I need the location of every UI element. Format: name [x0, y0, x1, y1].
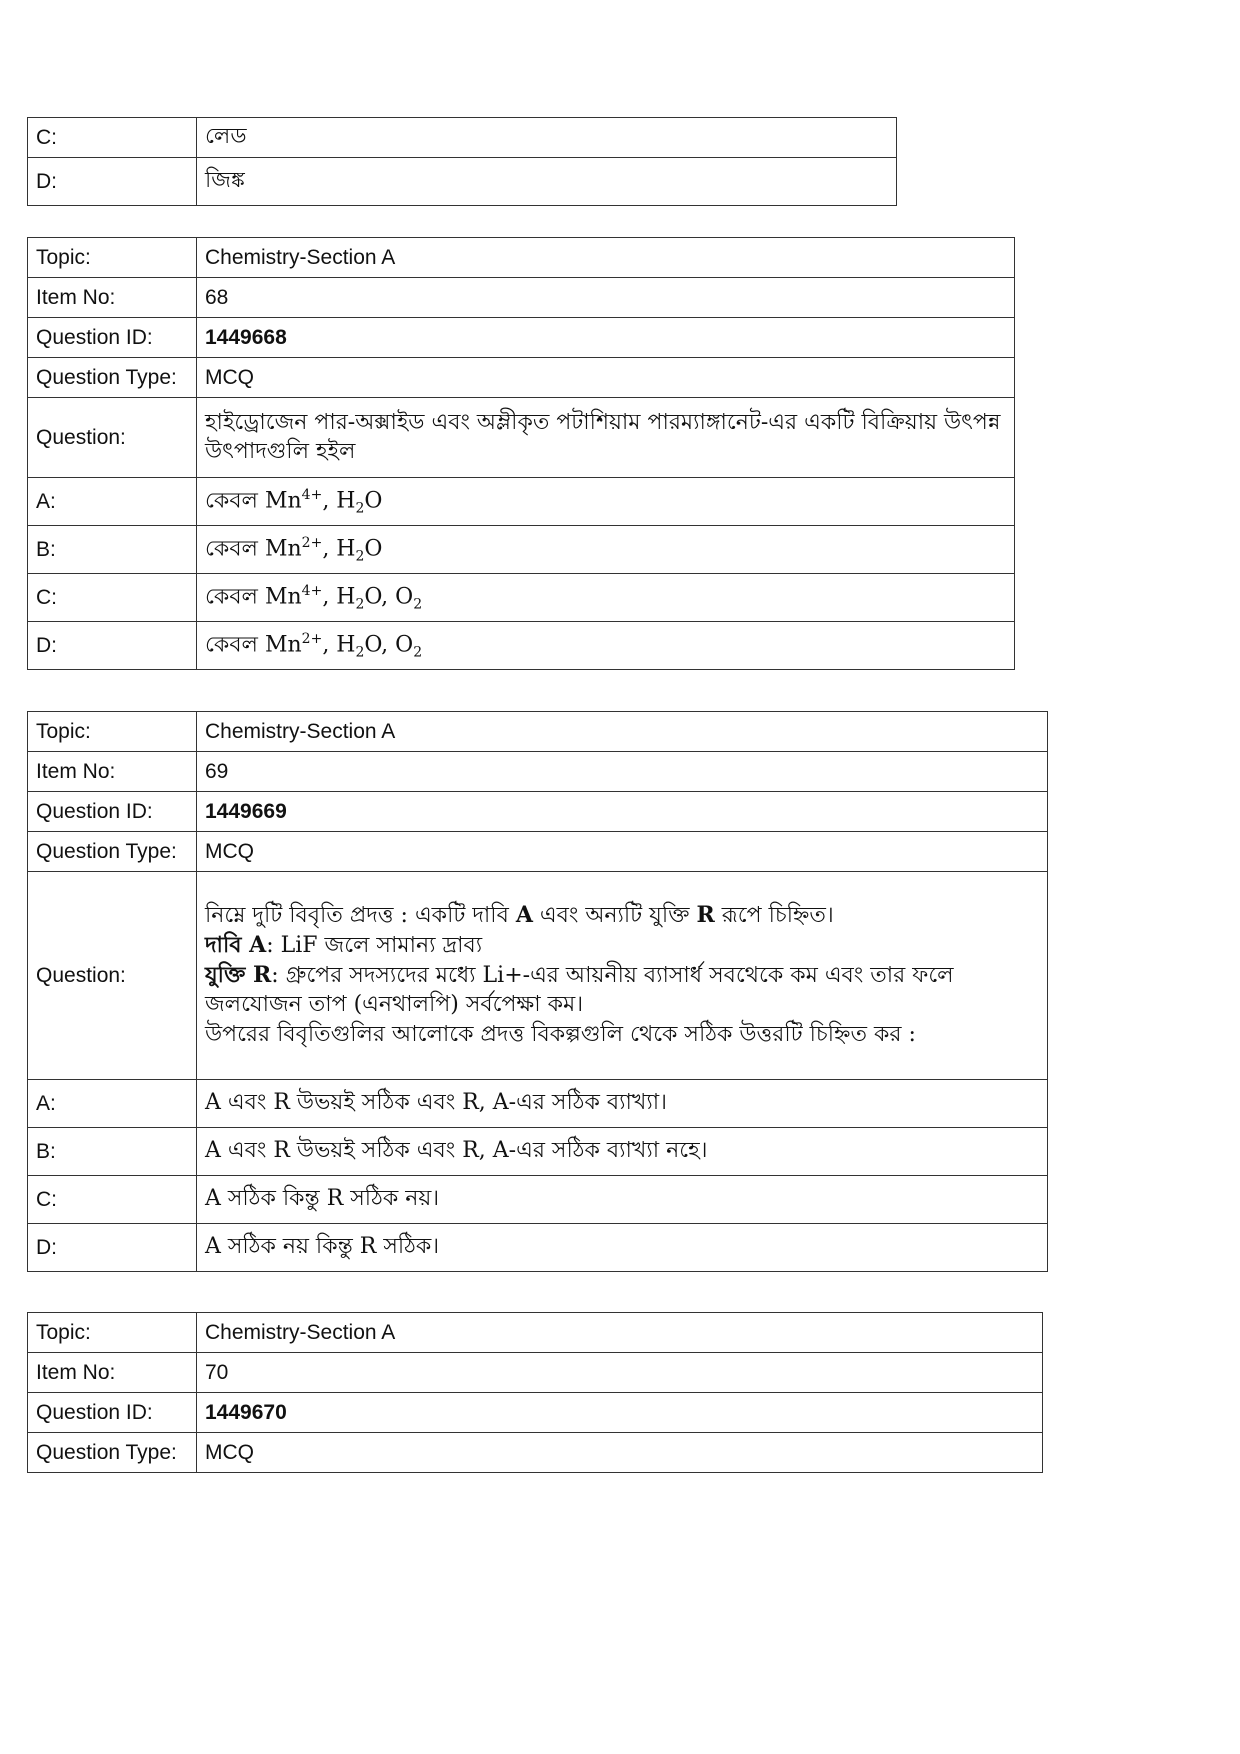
item-no-label: Item No: — [28, 752, 197, 792]
question-type-value: MCQ — [197, 1433, 1043, 1473]
option-label: D: — [28, 158, 197, 206]
question-id-row — [28, 792, 1048, 832]
question-table-70 — [27, 1312, 1043, 1473]
question-id-row — [28, 1393, 1043, 1433]
topic-value: Chemistry-Section A — [197, 1313, 1043, 1353]
question-id-value: 1449668 — [197, 318, 1015, 358]
question-type-label: Question Type: — [28, 1433, 197, 1473]
option-text: কেবল $Mn^{2+}$, $H_2O$ — [197, 526, 1015, 574]
topic-label: Topic: — [28, 238, 197, 278]
option-text: A এবং R উভয়ই সঠিক এবং R, A-এর সঠিক ব্যাখ্যা নহে। — [197, 1128, 1048, 1176]
option-row — [28, 1080, 1048, 1128]
option-label: C: — [28, 118, 197, 158]
option-row — [28, 622, 1015, 670]
item-no-label: Item No: — [28, 1353, 197, 1393]
option-text: A এবং R উভয়ই সঠিক এবং R, A-এর সঠিক ব্যাখ্যা। — [197, 1080, 1048, 1128]
option-text: কেবল $Mn^{4+}$, $H_2O$ — [197, 478, 1015, 526]
topic-value: Chemistry-Section A — [197, 238, 1015, 278]
item-no-value: 69 — [197, 752, 1048, 792]
question-type-label: Question Type: — [28, 832, 197, 872]
topic-row — [28, 712, 1048, 752]
topic-row — [28, 1313, 1043, 1353]
question-type-row — [28, 1433, 1043, 1473]
topic-label: Topic: — [28, 712, 197, 752]
topic-label: Topic: — [28, 1313, 197, 1353]
option-row — [28, 158, 897, 206]
option-text: A সঠিক কিন্তু R সঠিক নয়। — [197, 1176, 1048, 1224]
option-row — [28, 1224, 1048, 1272]
question-type-row — [28, 832, 1048, 872]
question-row — [28, 872, 1048, 1080]
statement-intro: নিম্নে দুটি বিবৃতি প্রদত্ত : একটি দাবি A এবং অন্যটি যুক্তি R রূপে চিহ্নিত। — [205, 902, 834, 929]
assertion: দাবি A: LiF জলে সামান্য দ্রাব্য — [205, 931, 483, 958]
option-row — [28, 1176, 1048, 1224]
option-label: C: — [28, 574, 197, 622]
option-row — [28, 526, 1015, 574]
item-no-row — [28, 752, 1048, 792]
option-label: A: — [28, 1080, 197, 1128]
item-no-row — [28, 278, 1015, 318]
option-label: B: — [28, 1128, 197, 1176]
item-no-row — [28, 1353, 1043, 1393]
question-type-value: MCQ — [197, 832, 1048, 872]
question-table-68 — [27, 237, 1015, 670]
option-text: কেবল $Mn^{4+}$, $H_2O$, $O_2$ — [197, 574, 1015, 622]
question-table-69 — [27, 711, 1048, 1272]
question-label: Question: — [28, 872, 197, 1080]
question-label: Question: — [28, 398, 197, 478]
option-label: C: — [28, 1176, 197, 1224]
item-no-value: 68 — [197, 278, 1015, 318]
option-label: A: — [28, 478, 197, 526]
item-no-value: 70 — [197, 1353, 1043, 1393]
prev-question-options-table — [27, 117, 897, 206]
question-id-label: Question ID: — [28, 318, 197, 358]
question-id-value: 1449669 — [197, 792, 1048, 832]
option-row — [28, 1128, 1048, 1176]
question-type-value: MCQ — [197, 358, 1015, 398]
question-type-label: Question Type: — [28, 358, 197, 398]
option-label: D: — [28, 622, 197, 670]
option-text: লেড — [197, 118, 897, 158]
question-id-value: 1449670 — [197, 1393, 1043, 1433]
question-id-row — [28, 318, 1015, 358]
option-text: জিঙ্ক — [197, 158, 897, 206]
topic-row — [28, 238, 1015, 278]
option-label: B: — [28, 526, 197, 574]
option-row — [28, 574, 1015, 622]
reason: যুক্তি R: গ্রুপের সদস্যদের মধ্যে Li+-এর আয়নীয় ব্যাসার্ধ সবথেকে কম এবং তার ফলে জলযোজন তাপ (এনথালপি) সর্বপেক্ষা কম। — [205, 961, 954, 1018]
question-type-row — [28, 358, 1015, 398]
question-text — [197, 872, 1048, 1080]
option-label: D: — [28, 1224, 197, 1272]
option-row — [28, 478, 1015, 526]
question-id-label: Question ID: — [28, 792, 197, 832]
item-no-label: Item No: — [28, 278, 197, 318]
option-text: A সঠিক নয় কিন্তু R সঠিক। — [197, 1224, 1048, 1272]
option-text: কেবল $Mn^{2+}$, $H_2O$, $O_2$ — [197, 622, 1015, 670]
question-row — [28, 398, 1015, 478]
topic-value: Chemistry-Section A — [197, 712, 1048, 752]
instruction: উপরের বিবৃতিগুলির আলোকে প্রদত্ত বিকল্পগুলি থেকে সঠিক উত্তরটি চিহ্নিত কর : — [205, 1022, 916, 1048]
question-id-label: Question ID: — [28, 1393, 197, 1433]
option-row — [28, 118, 897, 158]
question-text: হাইড্রোজেন পার-অক্সাইড এবং অম্লীকৃত পটাশিয়াম পারম্যাঙ্গানেট-এর একটি বিক্রিয়ায় উৎপন্ন উৎপাদগুলি হইল — [197, 398, 1015, 478]
